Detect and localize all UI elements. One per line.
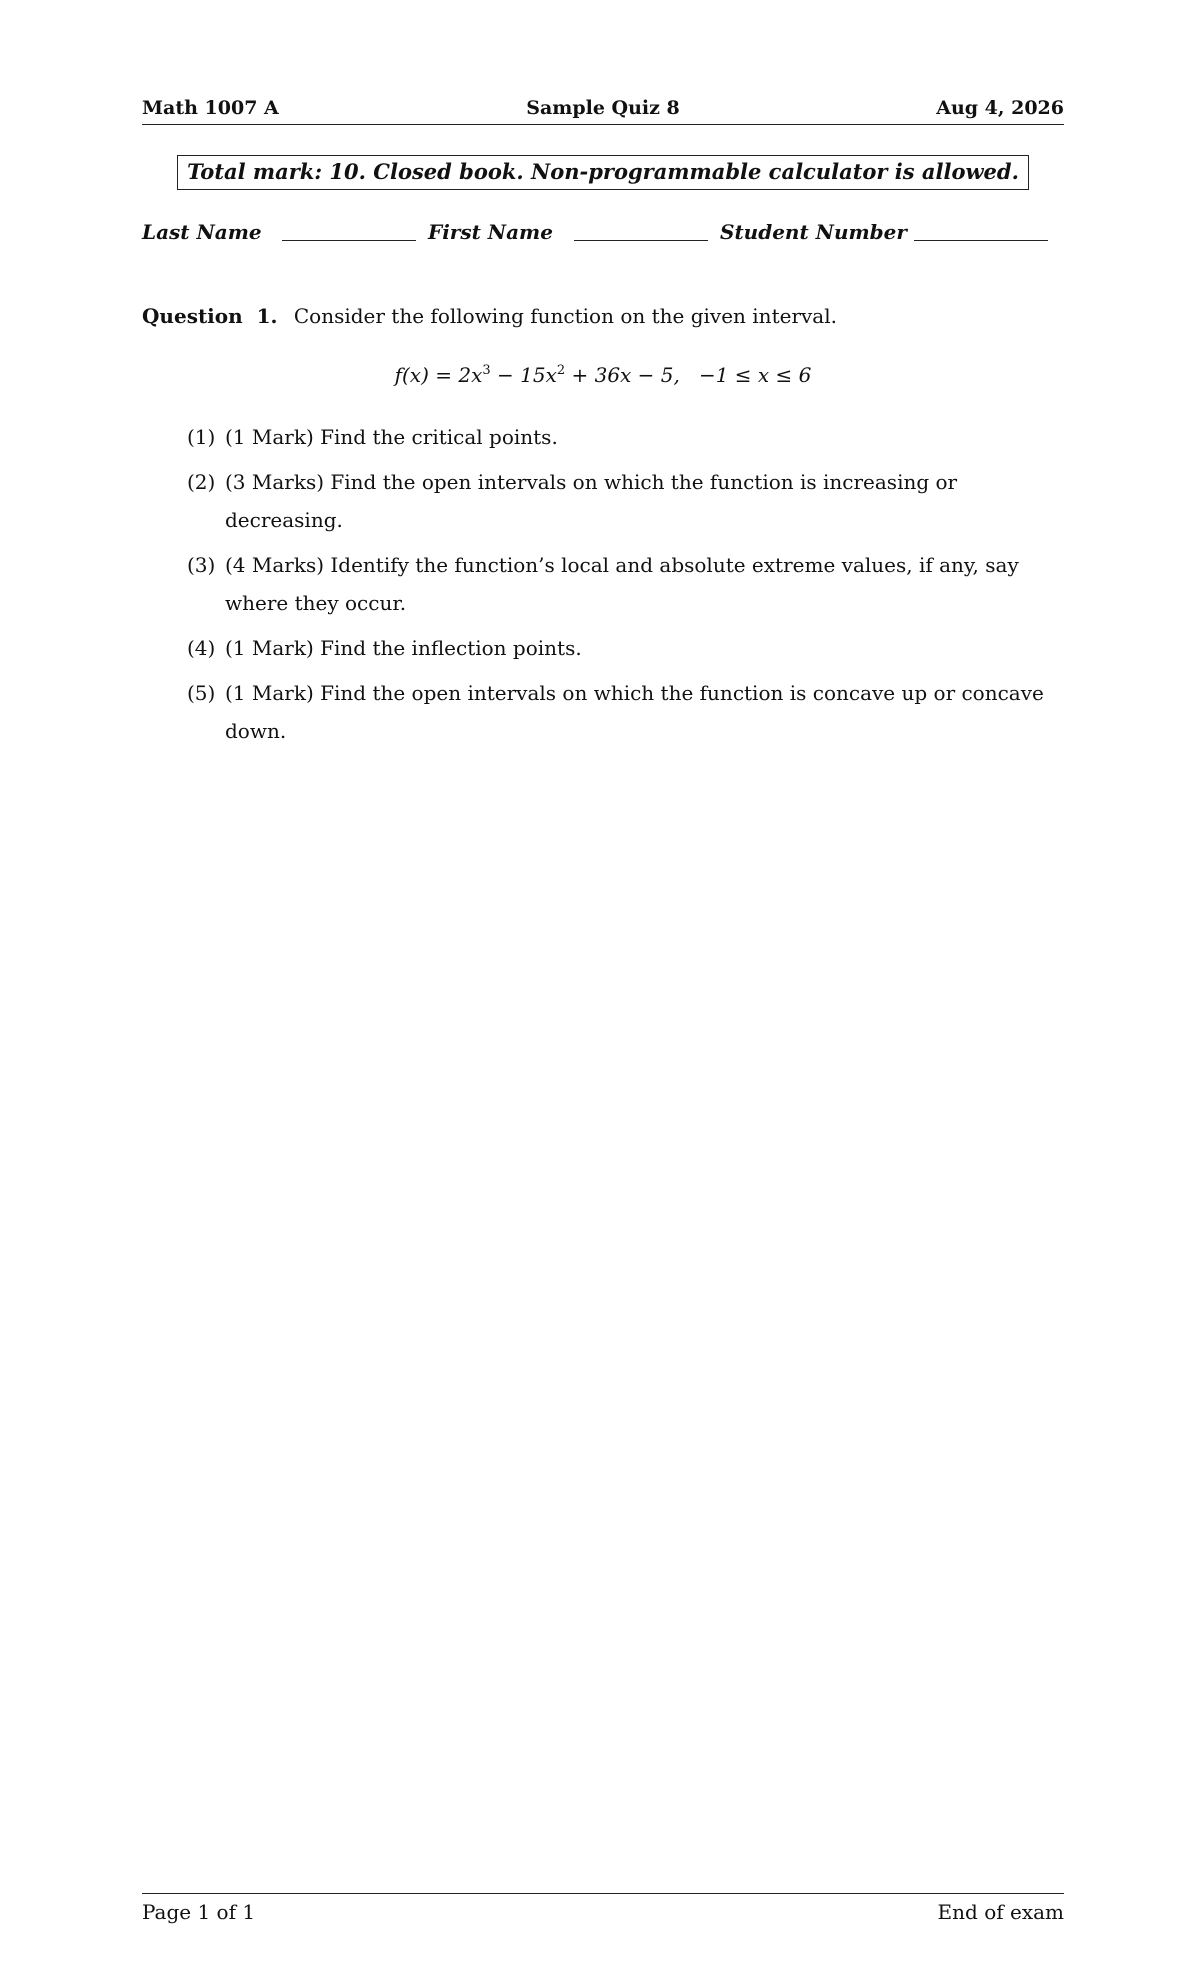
instructions-container	[142, 155, 1064, 190]
question-part: (2) (3 Marks) Find the open intervals on which the function is increasing or decreasing.	[187, 470, 958, 532]
page-header	[142, 96, 1064, 125]
question-parts-list	[187, 418, 1064, 757]
student-number-blank[interactable]	[914, 240, 1048, 241]
quiz-title: Sample Quiz 8	[526, 97, 680, 119]
question-part: (3) (4 Marks) Identify the function’s local and absolute extreme values, if any, say where they occur.	[187, 553, 1019, 615]
instructions-box: Total mark: 10. Closed book. Non-programmable calculator is allowed.	[177, 155, 1029, 190]
question-part: (5) (1 Mark) Find the open intervals on which the function is concave up or concave down.	[187, 681, 1044, 743]
question-part: (1) (1 Mark) Find the critical points.	[187, 425, 558, 449]
quiz-date: Aug 4, 2026	[936, 97, 1064, 119]
student-info-row	[142, 218, 1064, 248]
question-label: Question 1.	[142, 304, 278, 328]
end-of-exam: End of exam	[937, 1900, 1064, 1924]
question-1-prompt	[142, 302, 1064, 330]
interval: −1 ≤ x ≤ 6	[698, 363, 812, 387]
first-name-label: First Name	[428, 220, 553, 244]
page-number: Page 1 of 1	[142, 1900, 256, 1924]
first-name-blank[interactable]	[574, 240, 708, 241]
course-code: Math 1007 A	[142, 97, 279, 119]
question-text: Consider the following function on the given interval.	[293, 304, 837, 328]
question-part: (4) (1 Mark) Find the inflection points.	[187, 636, 582, 660]
last-name-blank[interactable]	[282, 240, 416, 241]
last-name-label: Last Name	[142, 220, 262, 244]
student-number-label: Student Number	[720, 220, 907, 244]
page-footer	[142, 1893, 1064, 1924]
function-formula: $f(x) = 2x^3 - 15x^2 + 36x - 5$, −1 ≤ x ≤ 6	[394, 363, 812, 387]
exam-page	[142, 0, 1064, 1976]
